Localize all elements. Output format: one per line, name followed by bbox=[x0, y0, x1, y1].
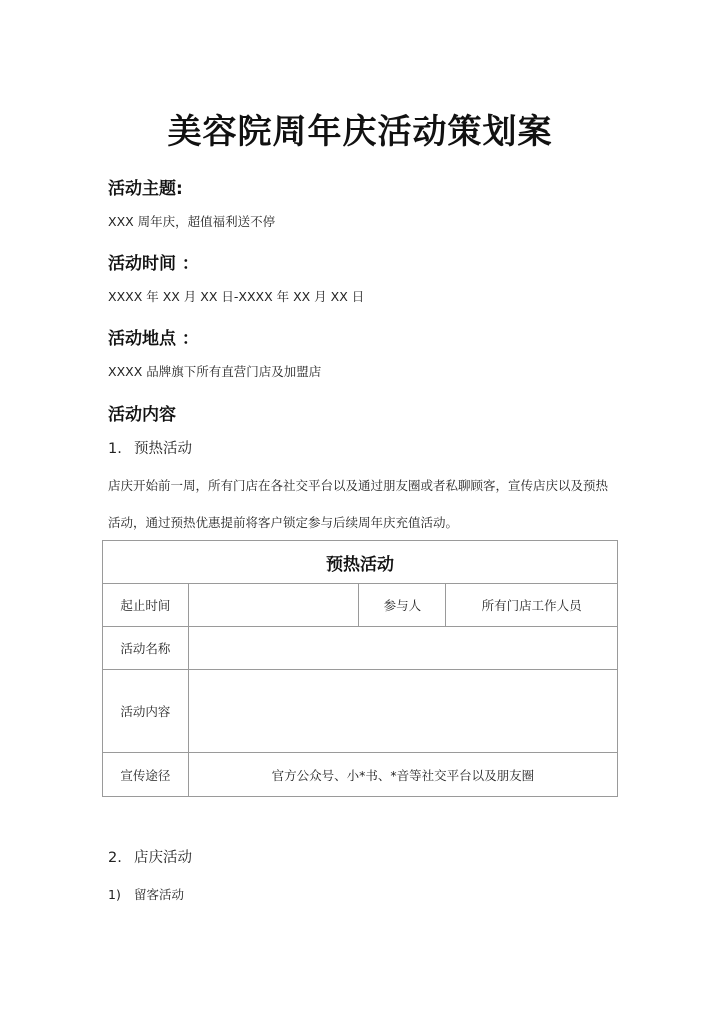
section-2-number: 2. bbox=[108, 850, 122, 866]
time-text: XXXX 年 XX 月 XX 日-XXXX 年 XX 月 XX 日 bbox=[108, 289, 365, 304]
table-cell-label: 参与人 bbox=[359, 584, 446, 627]
table-row bbox=[103, 627, 618, 670]
subsection-1-number: 1) bbox=[108, 887, 121, 902]
section-1-heading bbox=[108, 437, 192, 458]
document-title: 美容院周年庆活动策划案 bbox=[167, 112, 553, 152]
table-caption-row bbox=[103, 541, 618, 584]
time-heading: 活动时间 ： bbox=[108, 254, 199, 274]
table-cell-label: 起止时间 bbox=[103, 584, 189, 627]
place-text: XXXX 品牌旗下所有直营门店及加盟店 bbox=[108, 364, 322, 379]
section-1-paragraph-line-1: 店庆开始前一周，所有门店在各社交平台以及通过朋友圈或者私聊顾客，宣传店庆以及预热 bbox=[108, 478, 609, 493]
table-cell-value bbox=[188, 670, 617, 753]
place-heading: 活动地点 ： bbox=[108, 329, 199, 349]
table-cell-label: 活动名称 bbox=[103, 627, 189, 670]
section-1-label: 预热活动 bbox=[134, 441, 192, 457]
table-row bbox=[103, 753, 618, 797]
subsection-1-heading bbox=[108, 885, 184, 903]
table-cell-value: 官方公众号、小*书、*音等社交平台以及朋友圈 bbox=[188, 753, 617, 797]
theme-text: XXX 周年庆，超值福利送不停 bbox=[108, 214, 276, 229]
section-1-paragraph-line-2: 活动，通过预热优惠提前将客户锁定参与后续周年庆充值活动。 bbox=[108, 515, 459, 530]
table-caption: 预热活动 bbox=[103, 541, 618, 584]
section-1-number: 1. bbox=[108, 441, 122, 457]
warmup-activity-table bbox=[102, 540, 618, 797]
section-2-heading bbox=[108, 846, 192, 867]
table-cell-value: 所有门店工作人员 bbox=[446, 584, 618, 627]
table-row bbox=[103, 584, 618, 627]
table-cell-value bbox=[188, 627, 617, 670]
table-cell-label: 宣传途径 bbox=[103, 753, 189, 797]
content-heading: 活动内容 bbox=[108, 405, 176, 425]
section-2-label: 店庆活动 bbox=[134, 850, 192, 866]
table-cell-label: 活动内容 bbox=[103, 670, 189, 753]
table-cell-value bbox=[188, 584, 359, 627]
subsection-1-label: 留客活动 bbox=[134, 887, 185, 902]
theme-heading: 活动主题: bbox=[108, 179, 183, 199]
table-row bbox=[103, 670, 618, 753]
